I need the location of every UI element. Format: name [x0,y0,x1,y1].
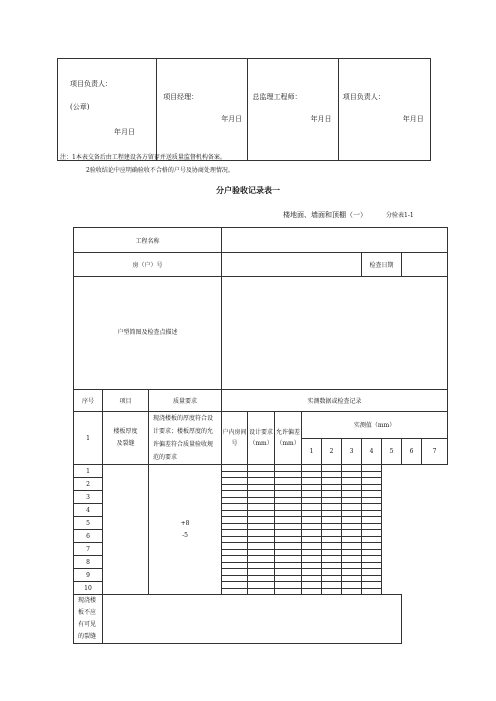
col-measured: 实测值（mm） [302,412,448,439]
inspect-date-value[interactable] [402,253,448,277]
sig-date: 年月日 [114,128,135,136]
col-allow: 允许偏差（mm） [275,412,302,465]
sig-label: 项目负责人： [70,80,112,88]
sig-cell-chief-supervisor [248,59,338,161]
row1-req2: 现浇楼板不应有可见的裂缝 [74,595,103,644]
col-room: 户内房间号 [222,412,248,465]
crack-record[interactable] [103,595,402,644]
col-quality-req: 质量要求 [149,390,222,412]
measured-num: 2 [322,438,342,465]
unit-no-label: 房（户）号 [74,253,222,277]
room-number: 6 [74,530,103,543]
unit-no-value[interactable] [222,253,362,277]
allowance-value [149,465,222,595]
room-number: 10 [74,582,103,595]
layout-sketch-area[interactable] [222,277,448,390]
sig-date: 年月日 [402,115,424,123]
sig-date: 年月日 [310,115,332,123]
signature-table [57,58,431,161]
tol-minus: -5 [182,532,188,539]
col-seq: 序号 [74,390,103,412]
sig-cell-project-lead [58,59,157,161]
room-number: 1 [74,465,103,478]
room-number: 9 [74,569,103,582]
sig-label: 总监理工程师： [252,93,302,101]
room-number: 3 [74,491,103,504]
project-name-label: 工程名称 [74,228,222,253]
col-item: 项目 [103,390,149,412]
project-name-value[interactable] [222,228,448,253]
design-value[interactable] [103,465,149,595]
measured-num: 5 [382,438,402,465]
measured-num: 3 [342,438,362,465]
col-measure-record: 实测数据或检查记录 [222,390,448,412]
measured-num: 7 [422,438,448,465]
sig-cell-manager [157,59,248,161]
measured-num: 1 [302,438,322,465]
note-1: 注：1本表交备后由工程建设各方留存并送质量监督机构备案。 [60,154,226,161]
sig-cell-project-lead-2 [338,59,430,161]
sig-seal: (公章) [70,103,90,111]
row1-seq: 1 [74,412,103,465]
inspect-date-label: 检查日期 [362,253,402,277]
measured-num: 4 [362,438,382,465]
sig-label: 项目负责人： [342,93,385,101]
sig-label: 项目经理： [163,93,199,101]
room-number: 8 [74,556,103,569]
room-number: 5 [74,517,103,530]
tol-plus: +8 [180,520,190,527]
room-number: 4 [74,504,103,517]
sig-date: 年月日 [221,115,243,123]
row1-item: 楼板厚度及裂缝 [103,412,149,465]
measured-num: 6 [402,438,422,465]
room-number: 7 [74,543,103,556]
col-design: 设计要求（mm） [248,412,275,465]
form-subtitle: 楼地面、墙面和顶棚（一） [283,211,367,219]
form-title: 分户验收记录表一 [216,185,280,195]
inspection-form-table [73,227,448,644]
form-code: 分验表1-1 [386,212,414,219]
note-2: 2验收结论中应明确验收不合格的户号及协商处理情况。 [86,167,234,174]
layout-label: 户型简图及检查点描述 [74,277,222,390]
row1-req1: 现浇楼板的厚度符合设计要求；楼板厚度的允许偏差符合质量验收规范的要求 [149,412,222,465]
room-number: 2 [74,478,103,491]
